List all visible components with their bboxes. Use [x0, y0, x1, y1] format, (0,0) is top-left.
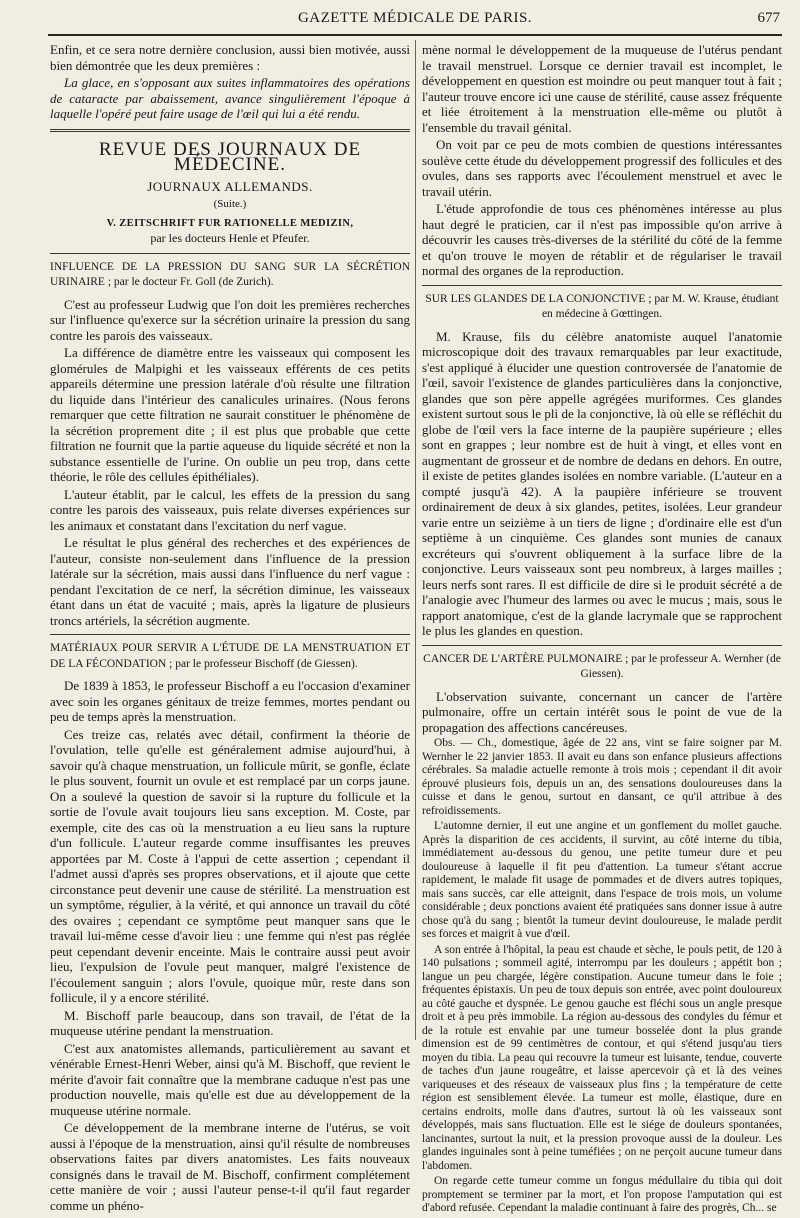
paragraph: Ces treize cas, relatés avec détail, confirment la théorie de l'ovulation, telle qu'elle est généralement admise aujourd'hui, à savoir qu'à chaque menstruation, un follicule mûrit, se gonfle, éclate le plus souvent, fournit un ovule et est remplacé par un corps jaune. On a soulevé la question de savoir si la rupture du follicule et la sortie de l'ovule avait toujours lieu sans exception. M. Coste, par exemple, cite des cas où la menstruation a eu lieu sans la rupture d'un follicule. L'auteur regarde comme insuffisantes les preuves apportées par M. Coste à l'appui de cette assertion ; cependant il l'admet aussi d'après ses propres observations, et il ajoute que cette circonstance peut devenir une cause de stérilité. La menstruation est un symptôme, régulier, à la vérité, et qui annonce un travail du côté des ovaires ; cependant ce symptôme peut manquer sans que le travail lui-même cesse d'avoir lieu : une femme qui n'est pas réglée peut cependant devenir enceinte. Mais le contraire aussi peut avoir lieu, l'expulsion de l'ovule peut manquer, malgré l'existence de l'écoulement sanguin ; alors l'ovule, quoique mûr, reste dans son follicule, il y a encore stérilité. [50, 726, 410, 1005]
paragraph: Ce développement de la membrane interne de l'utérus, se voit aussi à l'époque de la menstruation, ainsi qu'il résulte de nombreuses observations faites par divers anatomistes. Les faits nouveaux consignés dans le travail de M. Bischoff, confirment complétement cette manière de voir ; aussi l'auteur pense-t-il qu'il faut regarder comme un phéno- [50, 1120, 410, 1213]
observation-block [422, 737, 782, 1216]
intro-paragraph: Enfin, et ce sera notre dernière conclusion, aussi bien motivée, aussi bien démontrée que les deux premières : [50, 42, 410, 73]
paragraph: M. Krause, fils du célèbre anatomiste auquel l'anatomie microscopique doit des travaux remarquables par leur exactitude, s'est appliqué à élucider une question controversée de l'anatomie de l'œil, savoir l'existence de glandes particulières dans la conjonctive, glandes que son père appelle agrégées muriformes. Ces glandes existent surtout sous le pli de la conjonctive, là où elle se réfléchit du globe de l'œil vers la face interne de la paupière supérieure ; elles sont en grappes ; leur nombre est de huit à vingt, et elles vont en augmentant de grosseur et de nombre de dedans en dehors. En outre, il existe de petites glandes isolées en nombre variable. (L'auteur en a compté jusqu'à 42). A la paupière inférieure se trouvent ordinairement de deux à six glandes, petites, isolées. Leur grandeur varie entre un seizième à un tiers de ligne ; d'ordinaire elle est d'un septième à un cinquième. Ces glandes sont munies de canaux excréteurs qui s'ouvrent obliquement à la surface libre de la conjonctive. Leurs vaisseaux sont peu nombreux, à larges mailles ; leurs nerfs sont rares. Il est difficile de dire si le produit sécrété a de l'analogie avec l'humeur des larmes ou avec le mucus ; mais, sous le rapport anatomique, c'est de la glande lacrymale que se rapprochent le plus les glandes en question. [422, 328, 782, 638]
paragraph: L'auteur établit, par le calcul, les effets de la pression du sang contre les parois des vaisseaux, puis relate diverses expériences sur les animaux et constatant dans l'excitation du nerf vague. [50, 486, 410, 533]
paragraph: Le résultat le plus général des recherches et des expériences de l'auteur, consiste non-seulement dans l'influence de la pression latérale sur la sécrétion, mais aussi dans l'influence du nerf vague : pendant l'excitation de ce nerf, la sécrétion diminue, les vaisseaux étant dans un état de vacuité ; mais, après la ligature de plusieurs troncs artériels, la sécrétion augmente. [50, 535, 410, 628]
observation-paragraph: Obs. — Ch., domestique, âgée de 22 ans, vint se faire soigner par M. Wernher le 22 janvier 1853. Il avait eu dans son enfance plusieurs affections cérébrales. Sa maladie actuelle remonte à trois mois ; cependant il dit avoir éprouvé plusieurs fois, depuis un an, des sensations douloureuses dans la cuisse et dans le genou, surtout en dansant, ce qu'il attribue à des refroidissements. [422, 737, 782, 817]
column-divider [415, 40, 416, 1040]
section-title: REVUE DES JOURNAUX DE MÉDECINE. [98, 138, 362, 175]
subsection-title: JOURNAUX ALLEMANDS. [147, 178, 313, 194]
paragraph: L'observation suivante, concernant un cancer de l'artère pulmonaire, offre un certain intérêt sous le point de vue de la propagation des affections cancéreuses. [422, 688, 782, 735]
paragraph: On voit par ce peu de mots combien de questions intéressantes soulève cette étude du développement progressif des follicules et des ovules, dans ses rapports avec l'écoulement menstruel et avec le travail utérin. [422, 137, 782, 199]
article-rule [422, 645, 782, 646]
suite-note: (Suite.) [213, 198, 247, 210]
right-column [422, 42, 782, 1218]
conclusion-paragraph: La glace, en s'opposant aux suites inflammatoires des opérations de cataracte par abaissement, avance singulièrement l'époque à laquelle l'opéré peut faire usage de l'œil qui lui a été rendu. [50, 75, 410, 121]
journal-editors: par les docteurs Henle et Pfeufer. [150, 231, 310, 245]
article-title-glandes: SUR LES GLANDES DE LA CONJONCTIVE ; par M. W. Krause, étudiant en médecine à Gœttingen. [425, 292, 779, 320]
paragraph: C'est au professeur Ludwig que l'on doit les premières recherches sur l'influence qu'exerce sur la sécrétion urinaire la pression du sang contre les parois des vaisseaux. [50, 296, 410, 343]
left-column [50, 42, 410, 1215]
journal-name: V. ZEITSCHRIFT FUR RATIONELLE MEDIZIN, [106, 217, 354, 229]
paragraph: C'est aux anatomistes allemands, particulièrement au savant et vénérable Ernest-Henri Weber, ainsi qu'à M. Bischoff, que revient le mérite d'avoir fait connaître que la membrane caduque n'est pas une production nouvelle, mais qu'elle est due au développement de la muqueuse utérine normale. [50, 1040, 410, 1118]
article-title-cancer: CANCER DE L'ARTÈRE PULMONAIRE ; par le professeur A. Wernher (de Giessen). [423, 652, 781, 680]
article-rule [422, 285, 782, 286]
article-title-influence: INFLUENCE DE LA PRESSION DU SANG SUR LA SÉCRÉTION URINAIRE ; par le docteur Fr. Goll (de Zurich). [50, 260, 410, 288]
paragraph: M. Bischoff parle beaucoup, dans son travail, de l'état de la muqueuse utérine pendant la menstruation. [50, 1007, 410, 1038]
article-title-materiaux: MATÉRIAUX POUR SERVIR A L'ÉTUDE DE LA MENSTRUATION ET DE LA FÉCONDATION ; par le professeur Bischoff (de Giessen). [50, 642, 410, 670]
page-number: 677 [757, 10, 780, 26]
observation-paragraph: On regarde cette tumeur comme un fongus médullaire du tibia qui doit promptement se terminer par la mort, et l'on propose l'amputation qui est d'abord refusée. Cependant la maladie continuant à faire des progrès, Ch... se [422, 1175, 782, 1214]
section-rule [50, 129, 410, 132]
observation-paragraph: L'automne dernier, il eut une angine et un gonflement du mollet gauche. Après la disparition de ces accidents, il survint, au côté interne du tibia, immédiatement au-dessous du genou, une petite tumeur dure et peu douloureuse à laquelle il fit peu d'attention. La tumeur s'étant accrue rapidement, le malade fit usage de pommades et de divers autres topiques, mais sans succès, car elle atteignit, dans l'espace de trois mois, un volume considérable ; deux ponctions avaient été pratiquées sans donner issue à autre chose qu'à du sang ; bientôt la tumeur devint douloureuse, le malade perdit ses forces et maigrit à vue d'œil. [422, 820, 782, 940]
paragraph: La différence de diamètre entre les vaisseaux qui composent les glomérules de Malpighi et les vaisseaux efférents de ces petits appareils détermine une pression latérale d'où résulte une filtration du liquide dans l'intérieur des canalicules urinaires. (Nous ferons remarquer que cette filtration ne saurait constituer le phénomène de la sécrétion proprement dite ; il est plus que probable que cette filtration ne fournit que la partie aqueuse du liquide sécrété et non la substance essentielle de l'urine. On oublie un peu trop, dans cette théorie, le rôle des cellules épithéliales). [50, 345, 410, 484]
paragraph: L'étude approfondie de tous ces phénomènes intéresse au plus haut degré le praticien, car il n'est pas impossible qu'on arrive à découvrir les causes très-diverses de la stérilité du côté de la femme et qu'on trouve le moyen de rétablir et de régulariser le travail normal des organes de la reproduction. [422, 201, 782, 278]
paragraph: mène normal le développement de la muqueuse de l'utérus pendant le travail menstruel. Lorsque ce dernier travail est incomplet, le développement en question est moindre ou peut manquer tout à fait ; l'auteur trouve encore ici une cause de stérilité, cause assez fréquente et liée étroitement à la menstruation elle-même ou plutôt à l'ensemble du travail génital. [422, 42, 782, 135]
article-rule [50, 253, 410, 254]
article-rule [50, 634, 410, 635]
page-header [48, 6, 782, 36]
observation-paragraph: A son entrée à l'hôpital, la peau est chaude et sèche, le pouls petit, de 120 à 140 pulsations ; sommeil agité, interrompu par les douleurs ; appétit bon ; langue un peu chargée, légère constipation. Aucune tumeur dans le foie ; fréquentes épistaxis. Un peu de toux depuis son entrée, avec point douloureux au côté gauche et dyspnée. Le genou gauche est fléchi sous un angle presque droit et à peu près immobile. La région au-dessous des condyles du fémur et de la rotule est envahie par une tumeur bosselée dont la plus grande dimension est de 99 centimètres de contour, et qui s'étend jusqu'au tiers moyen du tibia. La peau qui recouvre la tumeur est luisante, tendue, couverte de taches d'un jaune rougeâtre, et laisse apercevoir çà et là des veines variqueuses et des réseaux de vaisseaux plus fins ; la température de cette région est sensiblement élevée. La tumeur est molle, élastique, dure en certains endroits, molle dans d'autres, surtout là où les vaisseaux sont développés, mais sans fluctuation. Elle est le siége de douleurs spontanées, lancinantes, surtout la nuit, et la pression provoque aussi de la douleur. Les glandes inguinales sont à peine tuméfiées ; on ne perçoit aucune tumeur dans l'abdomen. [422, 943, 782, 1172]
paragraph: De 1839 à 1853, le professeur Bischoff a eu l'occasion d'examiner avec soin les organes génitaux de treize femmes, mortes pendant ou peu de temps après la menstruation. [50, 678, 410, 724]
journal-title: GAZETTE MÉDICALE DE PARIS. [297, 10, 533, 26]
